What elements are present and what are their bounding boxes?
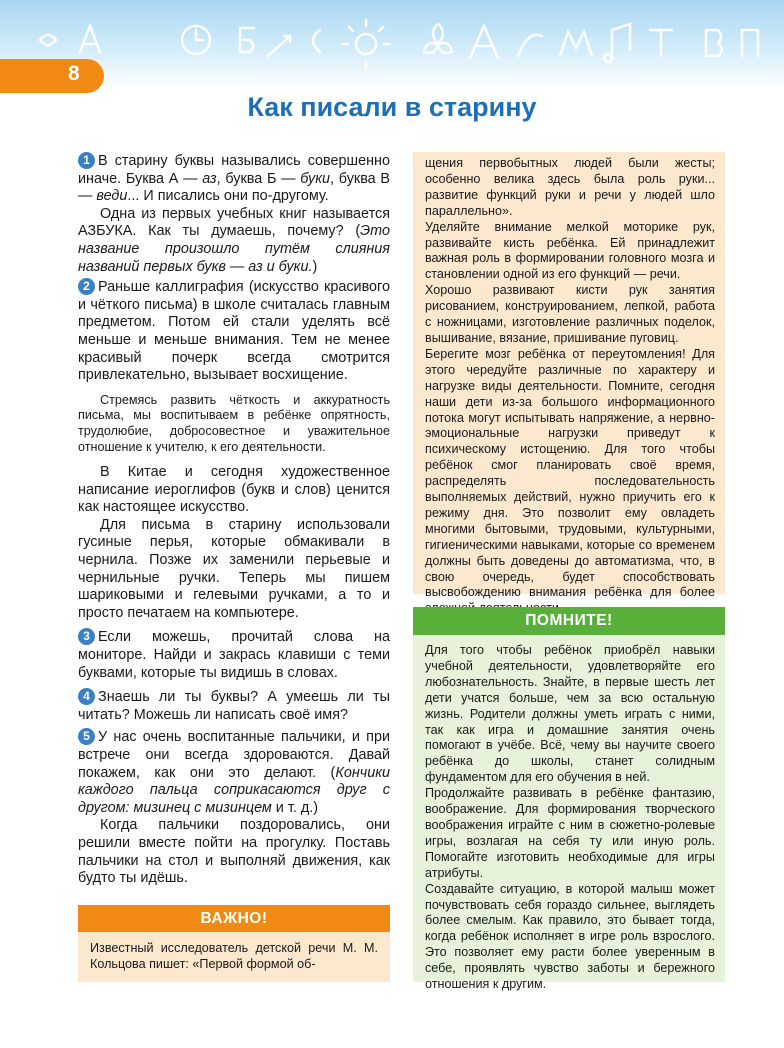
doodle-letter-7 — [560, 32, 592, 56]
task-number-badge: 2 — [78, 278, 95, 295]
doodle-letter-1 — [40, 35, 56, 45]
task-number-badge: 1 — [78, 152, 95, 169]
doodle-sun-icon — [356, 34, 376, 54]
header-decoration — [0, 0, 784, 88]
china-paragraph: В Китае и сегодня художественное написание иероглифов (букв и слов) ценится как настоящее искусство. — [78, 464, 390, 516]
doodle-arrow — [268, 36, 290, 56]
important-box — [78, 932, 390, 982]
task-3-paragraph: 3 Если можешь, прочитай слова на мониторе. Найди и закрась клавиши с теми буквами, которые ты видишь в словах. — [78, 629, 390, 681]
advice-paragraph-2: Уделяйте внимание мелкой моторике рук, развивайте кисть ребёнка. Ей принадлежит важная роль в формировании головного мозга и становлении одной из его функций — речи. — [425, 219, 715, 282]
doodle-note-dot — [604, 54, 612, 62]
azbuka-paragraph: Одна из первых учебных книг называется АЗБУКА. Как ты думаешь, почему? (Это название произошло путём слияния названий первых букв — аз и буки.) — [78, 205, 390, 275]
doodle-letter-6 — [518, 35, 542, 56]
task-number-badge: 4 — [78, 688, 95, 705]
doodle-note-icon — [612, 24, 630, 58]
remember-box — [413, 635, 725, 992]
doodle-letter-2 — [80, 26, 100, 52]
important-header: ВАЖНО! — [78, 905, 390, 932]
important-text: Известный исследователь детской речи М. М. Кольцова пишет: «Первой формой об- — [90, 941, 378, 971]
feathers-paragraph: Для письма в старину использовали гусиные перья, которые обмакивали в чернила. Позже их заменили перьевые и чернильные ручки. Теперь мы пишем шариковыми и гелевыми ручками, а то и просто печатаем на компьютере. — [78, 516, 390, 621]
task-5-paragraph: 5 У нас очень воспитанные пальчики, и при встрече они всегда здороваются. Давай покажем, как они это делают. (Кончики каждого пальца соприкасаются друг с другом: мизинец с мизинцем и т. д.) — [78, 729, 390, 816]
doodle-letter-3 — [240, 28, 254, 52]
doodle-flower-icon — [424, 24, 452, 53]
doodle-letter-5 — [470, 26, 498, 58]
page-title: Как писали в старину — [247, 92, 537, 122]
doodle-sun-rays — [342, 20, 390, 68]
doodle-letter-4 — [313, 30, 320, 52]
doodle-letter-10 — [742, 30, 758, 56]
task-2-paragraph: 2 Раньше каллиграфия (искусство красивого и чёткого письма) в школе считалась главным предметом. Потом ей стали уделять всё меньше и меньше внимания. Тем не менее красивый почерк всегда смотрится привлекательно, вызывает восхищение. — [78, 279, 390, 384]
advice-paragraph-1: щения первобытных людей были жесты; особенно велика здесь была роль руки... развитие функций руки и речи у людей шло параллельно». — [425, 156, 715, 218]
remember-paragraph-2: Продолжайте развивать в ребёнке фантазию, воображение. Для формирования творческого воображения играйте с ним в сюжетно-ролевые игры, возлагая на себя ту или иную роль. Помогайте изготовить необходимые для игры атрибуты. — [425, 786, 715, 880]
doodle-letter-8 — [650, 30, 672, 56]
parent-advice-box — [413, 152, 725, 600]
doodle-letter-9 — [706, 30, 722, 56]
walk-paragraph: Когда пальчики поздоровались, они решили вместе пойти на прогулку. Поставь пальчики на стол и выполняй движения, как будто ты идёшь. — [78, 817, 390, 887]
task-4-paragraph: 4 Знаешь ли ты буквы? А умеешь ли ты читать? Можешь ли написать своё имя? — [78, 689, 390, 723]
remember-paragraph-1: Для того чтобы ребёнок приобрёл навыки учебной деятельности, удовлетворяйте его любознательность. Знайте, в первые шесть лет дети учатся больше, чем за всю остальную жизнь. Родители должны уметь играть с ними, так как игра и домашние занятия очень помогают в учёбе. Всё, чему вы научите своего ребёнка до школы, станет солидным фундаментом для его обучения в ней. — [425, 643, 715, 785]
task-number-badge: 3 — [78, 628, 95, 645]
advice-paragraph-3: Хорошо развивают кисти рук занятия рисованием, конструированием, лепкой, работа с ножницами, изготовление различных поделок, вышивание, вязание, пришивание пуговиц. — [425, 283, 715, 345]
task-1-paragraph: 1 В старину буквы назывались совершенно иначе. Буква А — аз, буква Б — буки, буква В — веди... И писались они по-другому. — [78, 153, 391, 205]
remember-paragraph-3: Создавайте ситуацию, в которой малыш может почувствовать себя гораздо сильнее, выглядеть более смелым. Как правило, это бывает тогда, когда ребёнок исполняет в игре роль взрослого. Это позволяет ему расти более уверенным в себе, проявлять чувство заботы и бережного отношения к другим. — [425, 881, 715, 992]
doodle-clock-hands — [196, 30, 203, 40]
page-number: 8 — [68, 62, 80, 85]
remember-header: ПОМНИТЕ! — [413, 607, 725, 635]
main-text-column — [78, 152, 390, 888]
advice-paragraph-4: Берегите мозг ребёнка от переутомления! Для этого чередуйте различные по характеру и нагрузке виды деятельности. Помните, сегодня наши дети из-за большого информационного потока могут испытывать напряжение, а нервно-эмоциональные нагрузки приведут к психическому истощению. Для того чтобы ребёнок смог планировать своё время, распределять последовательность выполняемых действий, нужно приучить его к режиму дня. Это позволит ему овладеть многими бытовыми, трудовыми, культурными, гигиеническими навыками, которые со временем должны быть доведены до автоматизма, что, в свою очередь, будет способствовать высвобождению внимания ребёнка для более — [425, 346, 715, 600]
task-number-badge: 5 — [78, 728, 95, 745]
parent-note: Стремясь развить чёткость и аккуратность письма, мы воспитываем в ребёнке опрятность, трудолюбие, добросовестное и уважительное отношение к учителю, к его деятельности. — [78, 392, 390, 454]
page-number-tab — [0, 59, 104, 93]
